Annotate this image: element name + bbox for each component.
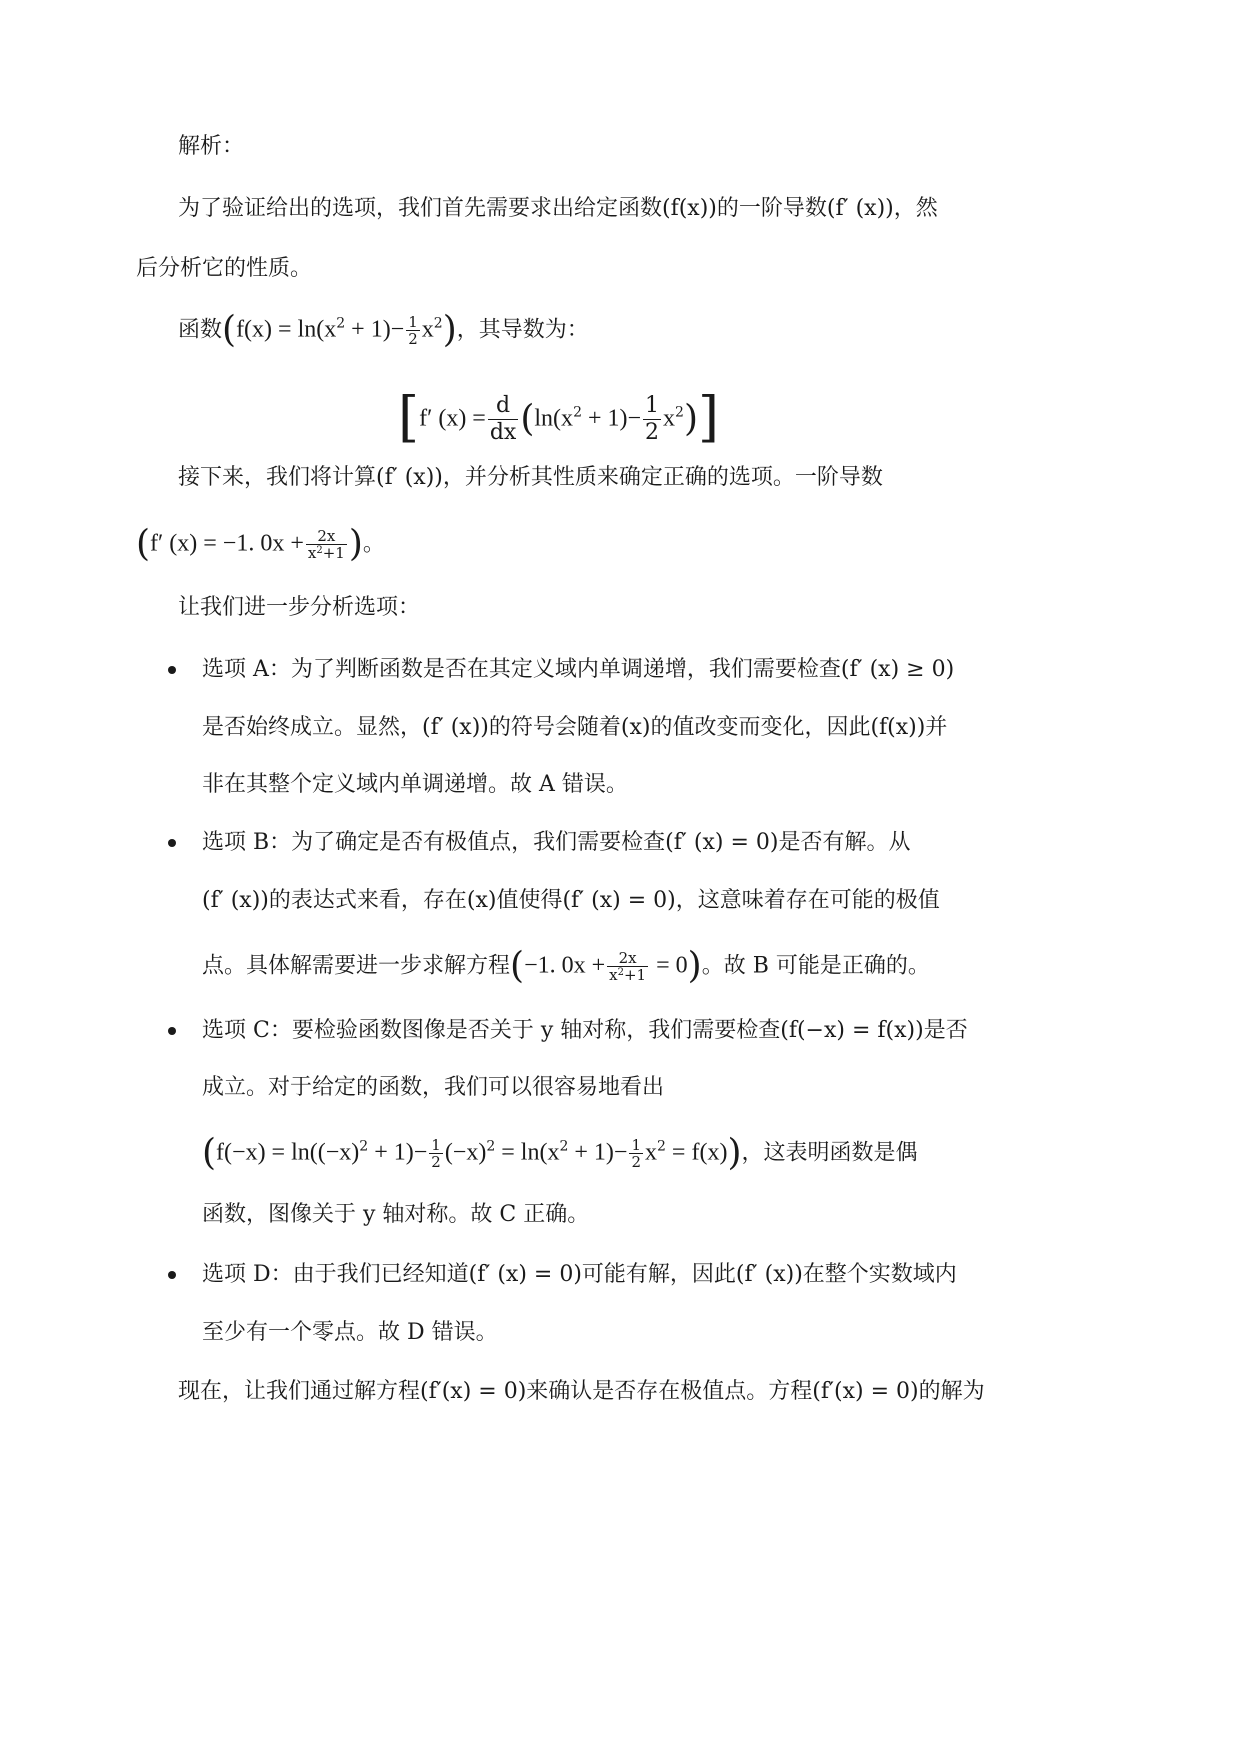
half-fraction: $\frac{1}{2}$ bbox=[431, 1136, 441, 1171]
function-tail: x bbox=[421, 316, 434, 343]
exponent: 2 bbox=[675, 404, 684, 421]
close-paren: ) bbox=[348, 523, 363, 565]
derivative-inner: ln(x bbox=[534, 405, 574, 432]
open-bracket: [ bbox=[398, 385, 420, 449]
option-b-line-3-suffix: 。故 B 可能是正确的。 bbox=[701, 953, 930, 979]
open-paren: ( bbox=[136, 523, 151, 565]
derivative-tail: x bbox=[663, 405, 676, 432]
heading: 解析： bbox=[178, 134, 245, 159]
option-b-expr: −1. 0x + bbox=[524, 952, 606, 979]
option-b-line-3 bbox=[202, 945, 930, 987]
half-fraction: $\frac{1}{2}$ bbox=[631, 1136, 641, 1171]
function-lhs: f(x) = ln(x bbox=[236, 316, 337, 343]
option-c-line-2: 成立。对于给定的函数，我们可以很容易地看出 bbox=[202, 1075, 665, 1100]
option-a-line-3: 非在其整个定义域内单调递增。故 A 错误。 bbox=[202, 772, 628, 797]
option-c-line-4: 函数，图像关于 y 轴对称。故 C 正确。 bbox=[202, 1202, 590, 1227]
bullet-c bbox=[168, 1027, 176, 1035]
function-prefix: 函数 bbox=[178, 317, 223, 343]
close-paren: ) bbox=[687, 945, 702, 987]
derivative-result-suffix: 。 bbox=[362, 531, 385, 557]
function-suffix: ，其导数为： bbox=[456, 317, 589, 343]
half-fraction: $\frac{1}{2}$ bbox=[645, 393, 660, 445]
derivative-display bbox=[398, 385, 720, 449]
intro-line-1: 为了验证给出的选项，我们首先需要求出给定函数(f(x))的一阶导数(f′ (x))，然 bbox=[178, 196, 938, 221]
derivative-lhs: f′ (x) = bbox=[419, 405, 486, 432]
closing-line: 现在，让我们通过解方程(f′(x) = 0)来确认是否存在极值点。方程(f′(x) = 0)的解为 bbox=[178, 1379, 985, 1404]
close-paren: ) bbox=[442, 309, 457, 351]
bullet-a bbox=[168, 666, 176, 674]
exponent: 2 bbox=[336, 315, 346, 332]
option-b-line-1: 选项 B：为了确定是否有极值点，我们需要检查(f′ (x) = 0)是否有解。从 bbox=[202, 830, 911, 855]
function-line bbox=[178, 309, 589, 351]
exponent: 2 bbox=[573, 404, 582, 421]
derivative-inner-mid: + 1)− bbox=[581, 405, 642, 432]
analysis-intro: 让我们进一步分析选项： bbox=[178, 595, 421, 620]
derivative-fraction: $\frac{2x}{x^2+1}$ bbox=[307, 527, 345, 562]
function-mid: + 1)− bbox=[345, 316, 405, 343]
close-paren: ) bbox=[727, 1132, 742, 1174]
open-paren: ( bbox=[510, 945, 525, 987]
bullet-d bbox=[168, 1271, 176, 1279]
intro-line-2: 后分析它的性质。 bbox=[136, 256, 313, 281]
open-paren: ( bbox=[222, 309, 237, 351]
next-line-1: 接下来，我们将计算(f′ (x))，并分析其性质来确定正确的选项。一阶导数 bbox=[178, 465, 883, 490]
derivative-result bbox=[136, 523, 385, 565]
option-c-line-3: ($f(-x) = \ln((-x)^2 + 1)-$ $\frac{1}{2}$ $(-x)^2 = \ln(x^2 + 1)-$ $\frac{1}{2}$ $x^2 = f(x)$)，这表明函数是偶 bbox=[202, 1132, 918, 1174]
option-b-line-2: (f′ (x))的表达式来看，存在(x)值使得(f′ (x) = 0)，这意味着存在可能的极值 bbox=[202, 888, 940, 913]
derivative-result-expr: f′ (x) = −1. 0x + bbox=[150, 530, 304, 557]
option-b-fraction: $\frac{2x}{x^2+1}$ bbox=[609, 949, 647, 984]
close-bracket: ] bbox=[698, 385, 720, 449]
option-a-line-2: 是否始终成立。显然，(f′ (x))的符号会随着(x)的值改变而变化，因此(f(x))并 bbox=[202, 715, 948, 740]
option-d-line-1: 选项 D：由于我们已经知道(f′ (x) = 0)可能有解，因此(f′ (x))在整个实数域内 bbox=[202, 1262, 957, 1287]
open-paren: ( bbox=[520, 398, 535, 440]
option-b-line-3-prefix: 点。具体解需要进一步求解方程 bbox=[202, 953, 511, 979]
option-b-eq: = 0 bbox=[650, 952, 688, 979]
option-a-line-1: 选项 A：为了判断函数是否在其定义域内单调递增，我们需要检查(f′ (x) ≥ 0) bbox=[202, 657, 955, 682]
open-paren: ( bbox=[202, 1132, 217, 1174]
half-fraction: $\frac{1}{2}$ bbox=[408, 313, 418, 348]
bullet-b bbox=[168, 839, 176, 847]
d-dx-fraction: $\frac{d}{dx}$ bbox=[489, 393, 517, 445]
option-c-line-1: 选项 C：要检验函数图像是否关于 y 轴对称，我们需要检查(f(−x) = f(x))是否 bbox=[202, 1018, 968, 1043]
close-paren: ) bbox=[683, 398, 699, 440]
exponent: 2 bbox=[433, 315, 443, 332]
option-d-line-2: 至少有一个零点。故 D 错误。 bbox=[202, 1320, 498, 1345]
